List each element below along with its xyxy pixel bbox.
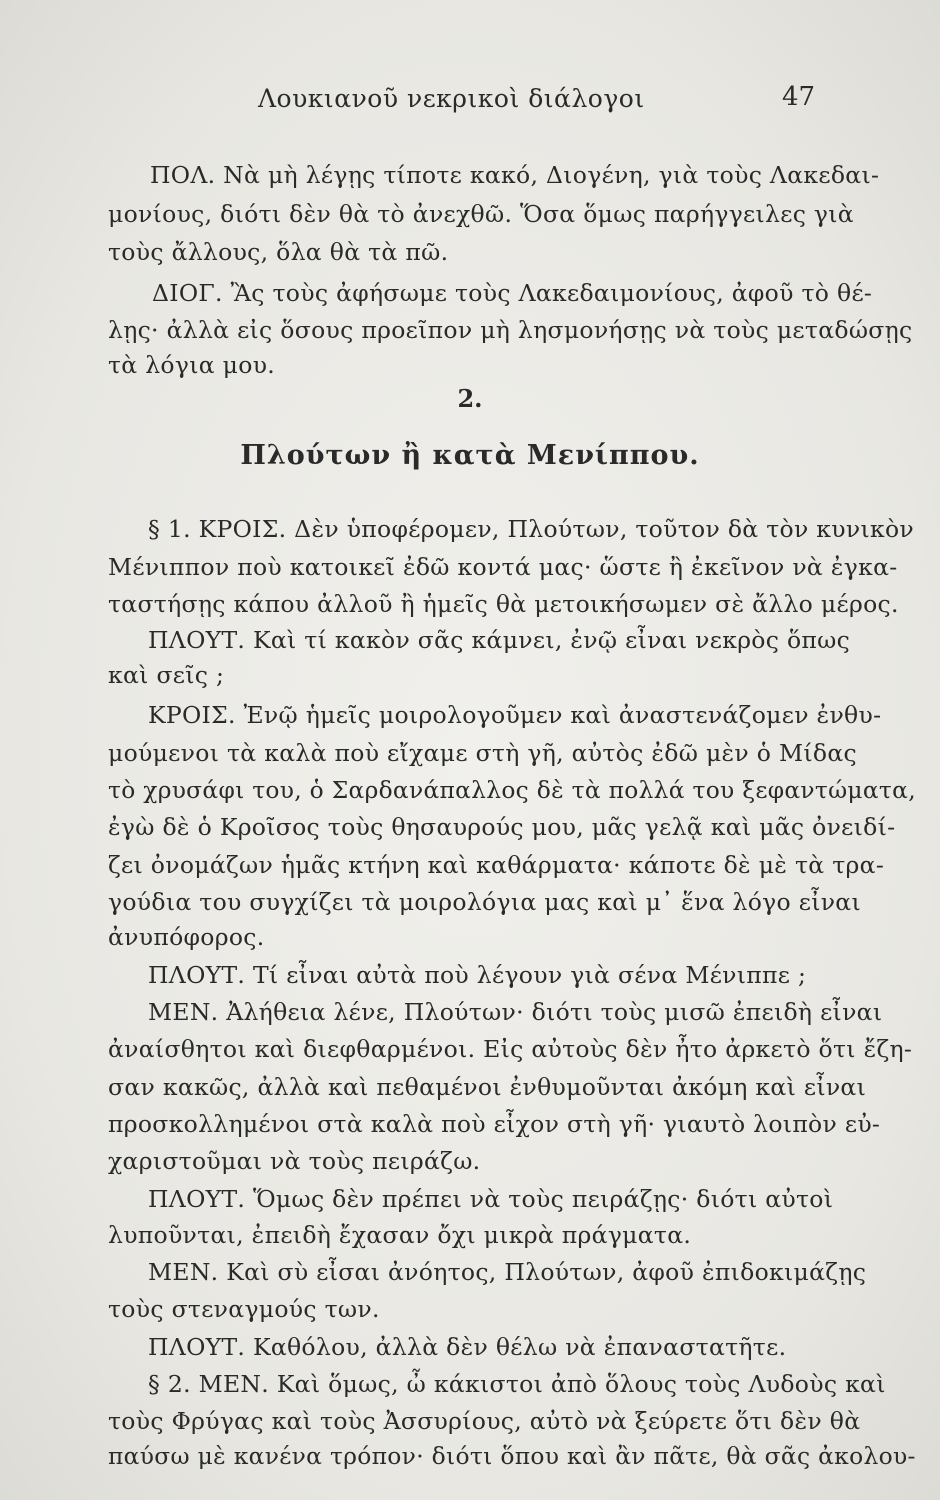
- section-title: Πλούτων ἢ κατὰ Μενίππου.: [240, 440, 700, 471]
- text-line: ζει ὀνομάζων ἡμᾶς κτήνη καὶ καθάρματα· κάποτε δὲ μὲ τὰ τρα-: [108, 851, 885, 879]
- page-number: 47: [782, 82, 816, 112]
- text-line: τοὺς Φρύγας καὶ τοὺς Ἀσσυρίους, αὐτὸ νὰ ξεύρετε ὅτι δὲν θὰ: [108, 1407, 861, 1435]
- text-line: τὸ χρυσάφι του, ὁ Σαρδανάπαλλος δὲ τὰ πολλά του ξεφαντώματα,: [108, 776, 916, 804]
- text-line: μούμενοι τὰ καλὰ ποὺ εἴχαμε στὴ γῆ, αὐτὸς ἐδῶ μὲν ὁ Μίδας: [108, 739, 857, 767]
- text-line: ΠΛΟΥΤ. Καθόλου, ἀλλὰ δὲν θέλω νὰ ἐπαναστατῆτε.: [148, 1333, 787, 1361]
- text-line: ἀνυπόφορος.: [108, 923, 265, 951]
- section-number: 2.: [457, 384, 483, 413]
- text-line: ἐγὼ δὲ ὁ Κροῖσος τοὺς θησαυρούς μου, μᾶς γελᾷ καὶ μᾶς ὀνειδί-: [108, 813, 896, 841]
- text-line: καὶ σεῖς ;: [108, 661, 225, 689]
- running-title: Λουκιανοῦ νεκρικοὶ διάλογοι: [258, 84, 645, 113]
- text-line: λῃς· ἀλλὰ εἰς ὅσους προεῖπον μὴ λησμονήσῃς νὰ τοὺς μεταδώσῃς: [108, 316, 913, 344]
- text-line: ΠΛΟΥΤ. Τί εἶναι αὐτὰ ποὺ λέγουν γιὰ σένα Μένιππε ;: [148, 961, 807, 989]
- text-line: ΜΕΝ. Καὶ σὺ εἶσαι ἀνόητος, Πλούτων, ἀφοῦ ἐπιδοκιμάζῃς: [148, 1258, 867, 1286]
- text-line: ΜΕΝ. Ἀλήθεια λένε, Πλούτων· διότι τοὺς μισῶ ἐπειδὴ εἶναι: [148, 998, 883, 1026]
- text-line: ταστήσῃς κάπου ἀλλοῦ ἢ ἡμεῖς θὰ μετοικήσωμεν σὲ ἄλλο μέρος.: [108, 590, 899, 618]
- text-line: τοὺς στεναγμούς των.: [108, 1295, 380, 1323]
- text-line: ΠΛΟΥΤ. Ὅμως δὲν πρέπει νὰ τοὺς πειράζῃς· διότι αὐτοὶ: [148, 1185, 834, 1213]
- text-line: σαν κακῶς, ἀλλὰ καὶ πεθαμένοι ἐνθυμοῦνται ἀκόμη καὶ εἶναι: [108, 1073, 867, 1101]
- text-line: παύσω μὲ κανένα τρόπον· διότι ὅπου καὶ ἂν πᾶτε, θὰ σᾶς ἀκολου-: [108, 1442, 916, 1470]
- text-line: ΠΛΟΥΤ. Καὶ τί κακὸν σᾶς κάμνει, ἐνῷ εἶναι νεκρὸς ὅπως: [148, 626, 851, 654]
- running-head: [0, 84, 940, 124]
- text-line: ΔΙΟΓ. Ἂς τοὺς ἀφήσωμε τοὺς Λακεδαιμονίους, ἀφοῦ τὸ θέ-: [152, 279, 873, 307]
- text-line: τὰ λόγια μου.: [108, 351, 276, 379]
- text-line: τοὺς ἄλλους, ὅλα θὰ τὰ πῶ.: [108, 238, 449, 266]
- text-line: λυποῦνται, ἐπειδὴ ἔχασαν ὄχι μικρὰ πράγματα.: [108, 1221, 692, 1249]
- text-line: ἀναίσθητοι καὶ διεφθαρμένοι. Εἰς αὐτοὺς δὲν ἦτο ἀρκετὸ ὅτι ἔζη-: [108, 1035, 913, 1063]
- text-line: ΠΟΛ. Νὰ μὴ λέγῃς τίποτε κακό, Διογένη, γιὰ τοὺς Λακεδαι-: [150, 161, 880, 189]
- text-line: χαριστοῦμαι νὰ τοὺς πειράζω.: [108, 1147, 481, 1175]
- text-line: § 1. ΚΡΟΙΣ. Δὲν ὑποφέρομεν, Πλούτων, τοῦτον δὰ τὸν κυνικὸν: [148, 515, 915, 543]
- text-line: § 2. ΜΕΝ. Καὶ ὅμως, ὦ κάκιστοι ἀπὸ ὅλους τοὺς Λυδοὺς καὶ: [148, 1370, 886, 1398]
- text-line: μονίους, διότι δὲν θὰ τὸ ἀνεχθῶ. Ὅσα ὅμως παρήγγειλες γιὰ: [108, 200, 854, 228]
- text-line: Μένιππον ποὺ κατοικεῖ ἐδῶ κοντά μας· ὥστε ἢ ἐκεῖνον νὰ ἐγκα-: [108, 553, 898, 581]
- text-line: προσκολλημένοι στὰ καλὰ ποὺ εἶχον στὴ γῆ· γιαυτὸ λοιπὸν εὐ-: [108, 1110, 881, 1138]
- text-line: γούδια του συγχίζει τὰ μοιρολόγια μας καὶ μ᾽ ἕνα λόγο εἶναι: [108, 888, 861, 916]
- text-line: ΚΡΟΙΣ. Ἐνῷ ἡμεῖς μοιρολογοῦμεν καὶ ἀναστενάζομεν ἐνθυ-: [148, 701, 882, 729]
